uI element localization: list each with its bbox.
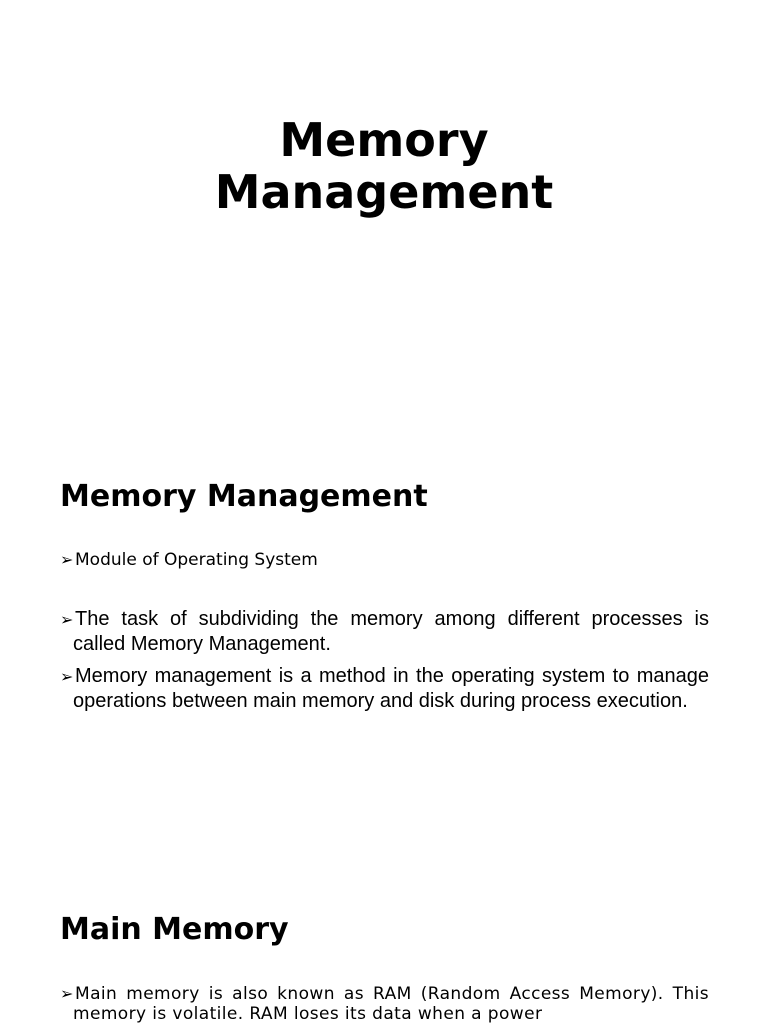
bullet-text: Main memory is also known as RAM (Random Access Memory). This memory is volatile. RAM loses its data when a power [73,984,709,1024]
arrow-bullet-icon: ➢ [60,550,74,569]
bullet-text: The task of subdividing the memory among different processes is called Memory Management. [73,608,709,655]
arrow-bullet-icon: ➢ [60,984,74,1003]
bullet-item [60,607,709,656]
title-slide [0,114,768,218]
bullet-text: Module of Operating System [75,550,318,570]
arrow-bullet-icon: ➢ [60,667,74,686]
section-heading-memory-management: Memory Management [60,479,428,514]
arrow-bullet-icon: ➢ [60,610,74,629]
title-line-1: Memory [279,113,489,167]
bullet-item [60,984,709,1024]
title-line-2: Management [214,165,554,219]
bullet-item [60,664,709,713]
section-heading-main-memory: Main Memory [60,912,289,947]
bullet-text: Memory management is a method in the operating system to manage operations between main memory and disk during process execution. [73,665,709,712]
bullet-item [60,548,709,572]
